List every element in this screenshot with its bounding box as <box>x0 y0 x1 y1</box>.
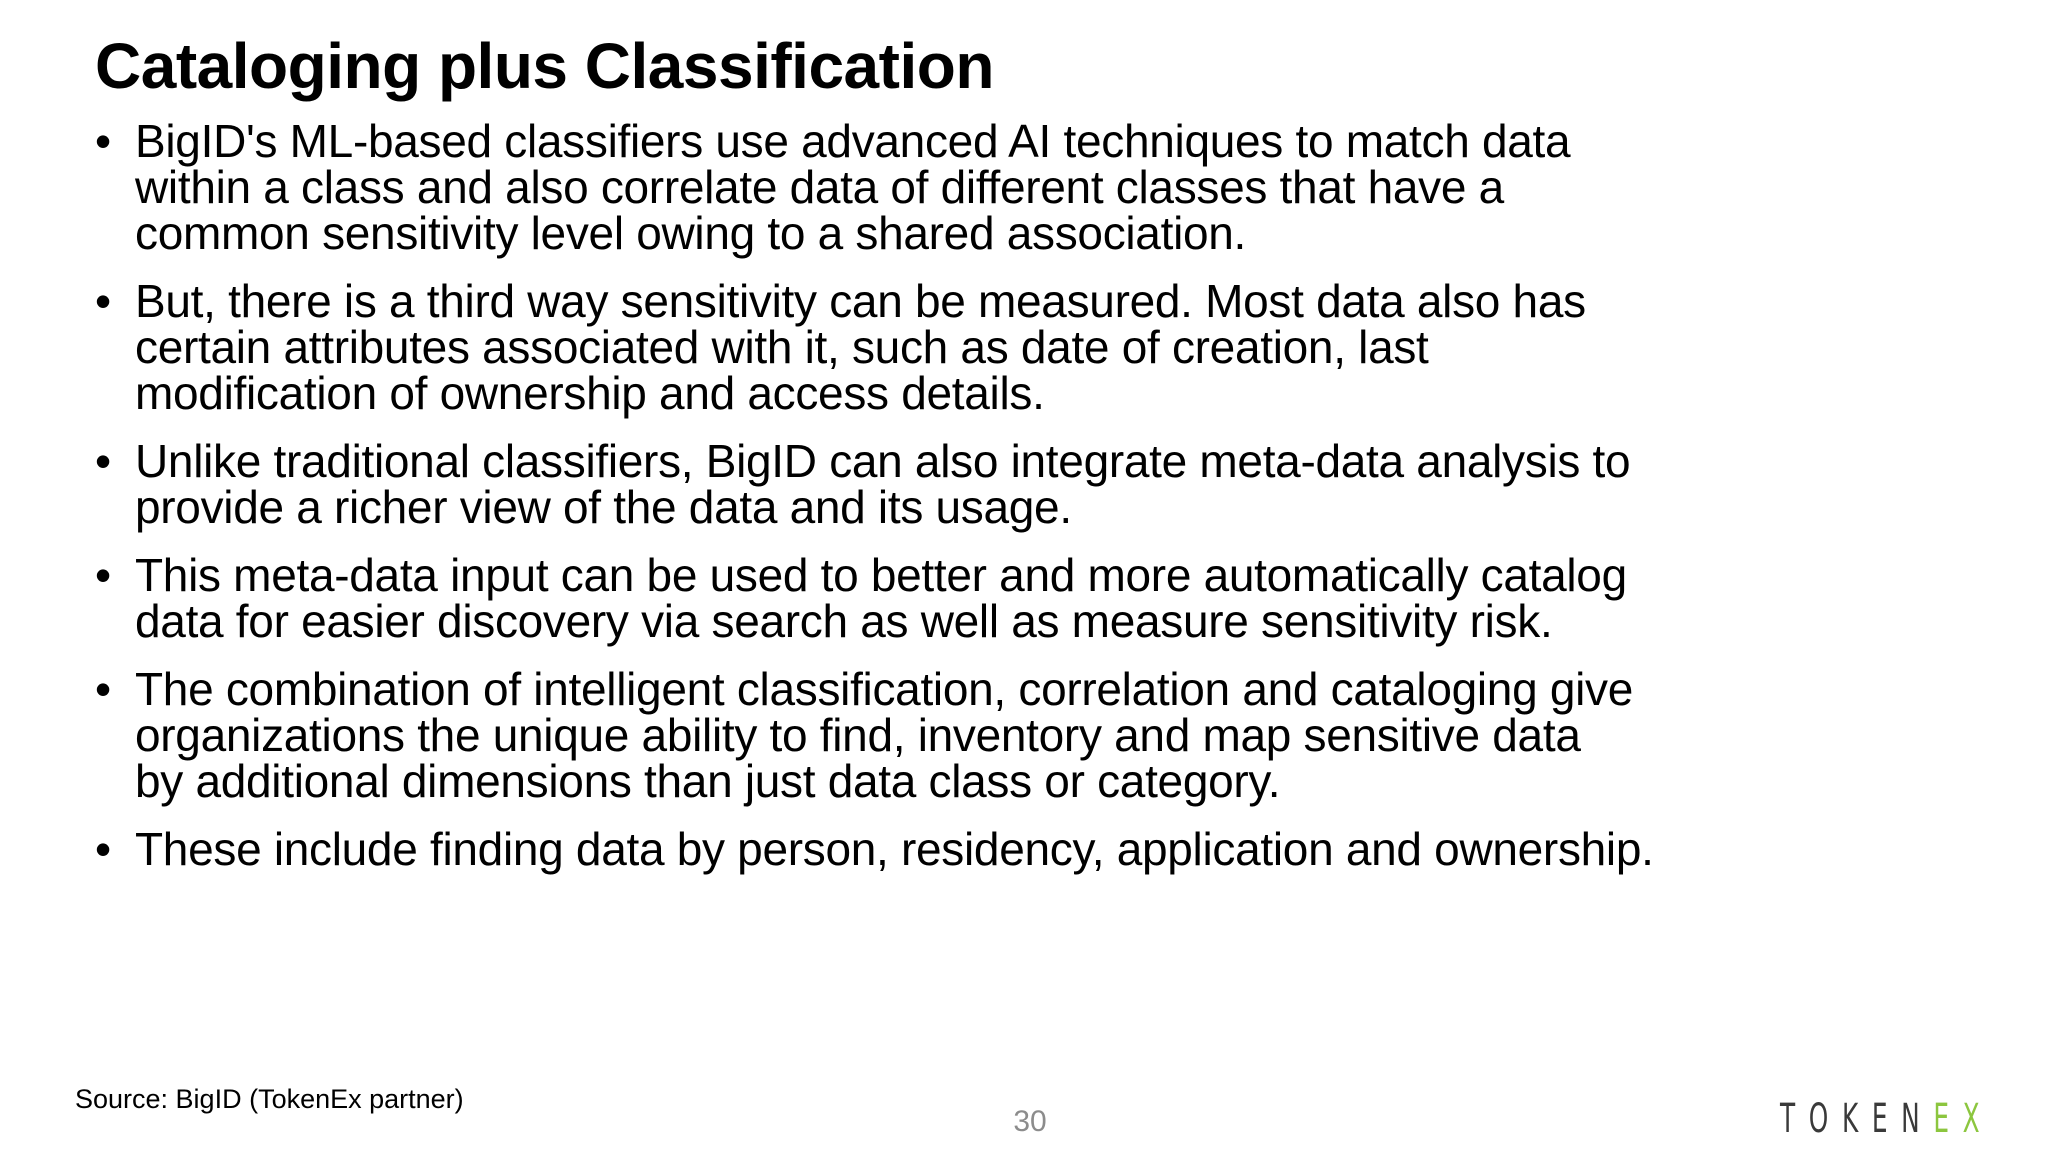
bullet-line: by additional dimensions than just data class or category. <box>135 755 1281 807</box>
bullet-line: provide a richer view of the data and its usage. <box>135 481 1072 533</box>
bullet-line: organizations the unique ability to find, inventory and map sensitive data <box>135 709 1581 761</box>
bullet-line: data for easier discovery via search as well as measure sensitivity risk. <box>135 595 1553 647</box>
bullet-list <box>95 115 1955 894</box>
bullet-line: The combination of intelligent classification, correlation and cataloging give <box>135 663 1634 715</box>
bullet-line: These include finding data by person, residency, application and ownership. <box>135 823 1654 875</box>
source-note: Source: BigID (TokenEx partner) <box>75 1084 464 1114</box>
bullet-marker: • <box>95 823 111 875</box>
bullet-marker: • <box>95 663 111 715</box>
tokenex-logo <box>1780 1094 1993 1144</box>
bullet-item <box>95 549 1955 647</box>
bullet-line: modification of ownership and access details. <box>135 367 1045 419</box>
bullet-line: common sensitivity level owing to a shared association. <box>135 207 1247 259</box>
logo-accent-text: EX <box>1933 1096 1994 1142</box>
bullet-marker: • <box>95 435 111 487</box>
bullet-line: BigID's ML-based classifiers use advanced AI techniques to match data <box>135 115 1571 167</box>
bullet-line: certain attributes associated with it, such as date of creation, last <box>135 321 1429 373</box>
bullet-marker: • <box>95 115 111 167</box>
bullet-line: Unlike traditional classifiers, BigID can also integrate meta-data analysis to <box>135 435 1631 487</box>
bullet-line: But, there is a third way sensitivity can be measured. Most data also has <box>135 275 1586 327</box>
bullet-item <box>95 823 1955 875</box>
bullet-item <box>95 115 1955 259</box>
bullet-item <box>95 435 1955 533</box>
logo-main-text: TOKEN <box>1780 1096 1934 1142</box>
bullet-item <box>95 663 1955 807</box>
page-number: 30 <box>1013 1105 1047 1138</box>
slide-title: Cataloging plus Classification <box>95 30 994 102</box>
bullet-line: This meta-data input can be used to better and more automatically catalog <box>135 549 1627 601</box>
bullet-item <box>95 275 1955 419</box>
bullet-marker: • <box>95 275 111 327</box>
bullet-line: within a class and also correlate data of different classes that have a <box>135 161 1504 213</box>
bullet-marker: • <box>95 549 111 601</box>
